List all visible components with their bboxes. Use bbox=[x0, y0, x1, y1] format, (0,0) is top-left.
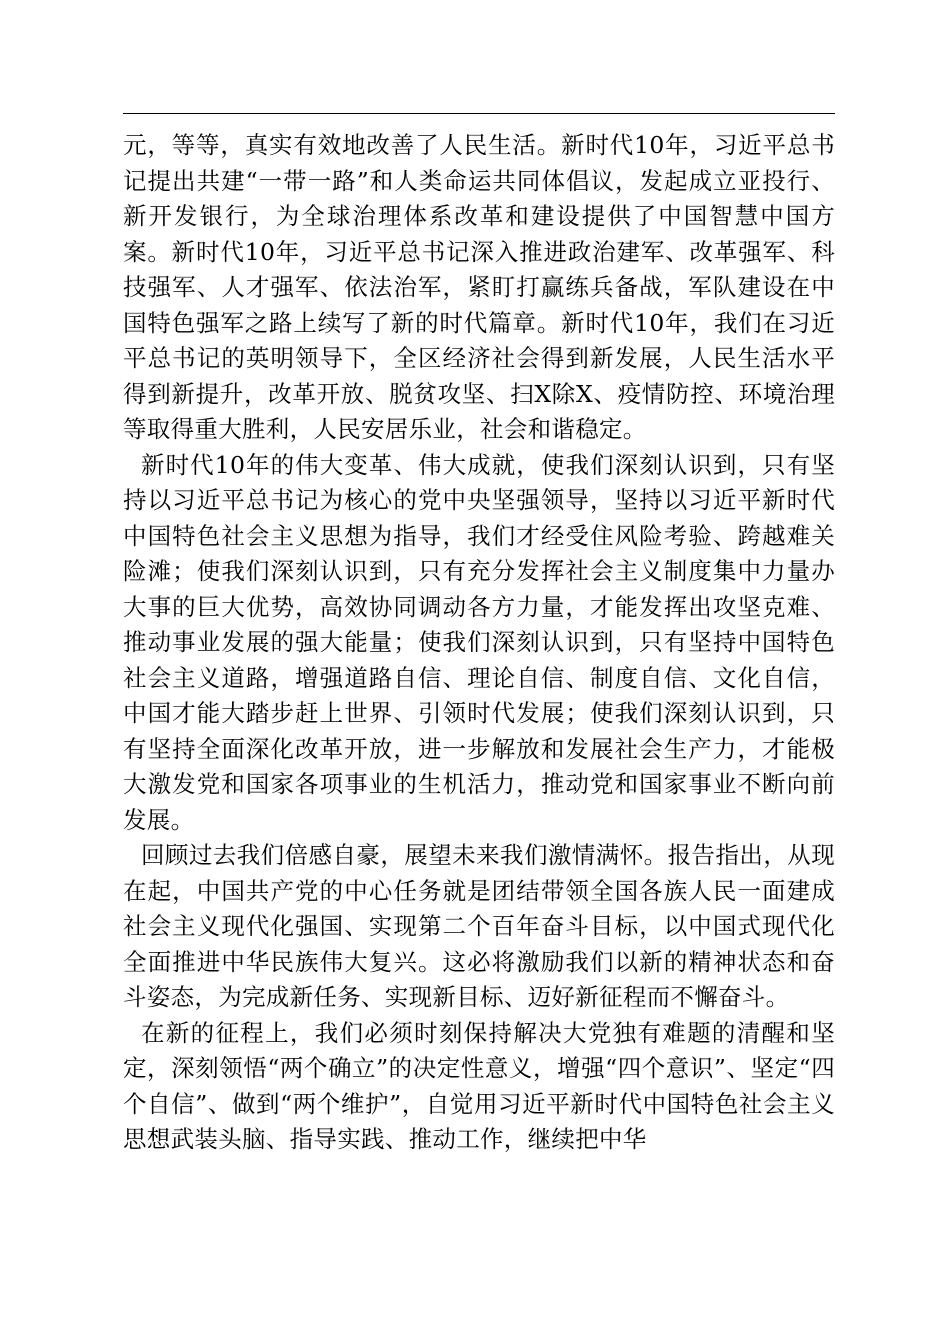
document-page bbox=[123, 113, 835, 1158]
header-rule bbox=[123, 113, 835, 114]
paragraph-4: 在新的征程上，我们必须时刻保持解决大党独有难题的清醒和坚定，深刻领悟“两个确立”的决定性意义，增强“四个意识”、坚定“四个自信”、做到“两个维护”，自觉用习近平新时代中国特色社会主义思想武装头脑、指导实践、推动工作，继续把中华 bbox=[123, 1018, 835, 1153]
paragraph-1: 元，等等，真实有效地改善了人民生活。新时代10年，习近平总书记提出共建“一带一路”和人类命运共同体倡议，发起成立亚投行、新开发银行，为全球治理体系改革和建设提供了中国智慧中国方案。新时代10年，习近平总书记深入推进政治建军、改革强军、科技强军、人才强军、依法治军，紧盯打赢练兵备战，军队建设在中国特色强军之路上续写了新的时代篇章。新时代10年，我们在习近平总书记的英明领导下，全区经济社会得到新发展，人民生活水平得到新提升，改革开放、脱贫攻坚、扫X除X、疫情防控、环境治理等取得重大胜利，人民安居乐业，社会和谐稳定。 bbox=[123, 131, 835, 443]
paragraph-3: 回顾过去我们倍感自豪，展望未来我们激情满怀。报告指出，从现在起，中国共产党的中心任务就是团结带领全国各族人民一面建成社会主义现代化强国、实现第二个百年奋斗目标，以中国式现代化全面推进中华民族伟大复兴。这必将激励我们以新的精神状态和奋斗姿态，为完成新任务、实现新目标、迈好新征程而不懈奋斗。 bbox=[123, 841, 835, 1011]
paragraph-2: 新时代10年的伟大变革、伟大成就，使我们深刻认识到，只有坚持以习近平总书记为核心的党中央坚强领导，坚持以习近平新时代中国特色社会主义思想为指导，我们才经受住风险考验、跨越难关险滩；使我们深刻认识到，只有充分发挥社会主义制度集中力量办大事的巨大优势，高效协同调动各方力量，才能发挥出攻坚克难、推动事业发展的强大能量；使我们深刻认识到，只有坚持中国特色社会主义道路，增强道路自信、理论自信、制度自信、文化自信，中国才能大踏步赶上世界、引领时代发展；使我们深刻认识到，只有坚持全面深化改革开放，进一步解放和发展社会生产力，才能极大激发党和国家各项事业的生机活力，推动党和国家事业不断向前发展。 bbox=[123, 450, 835, 834]
